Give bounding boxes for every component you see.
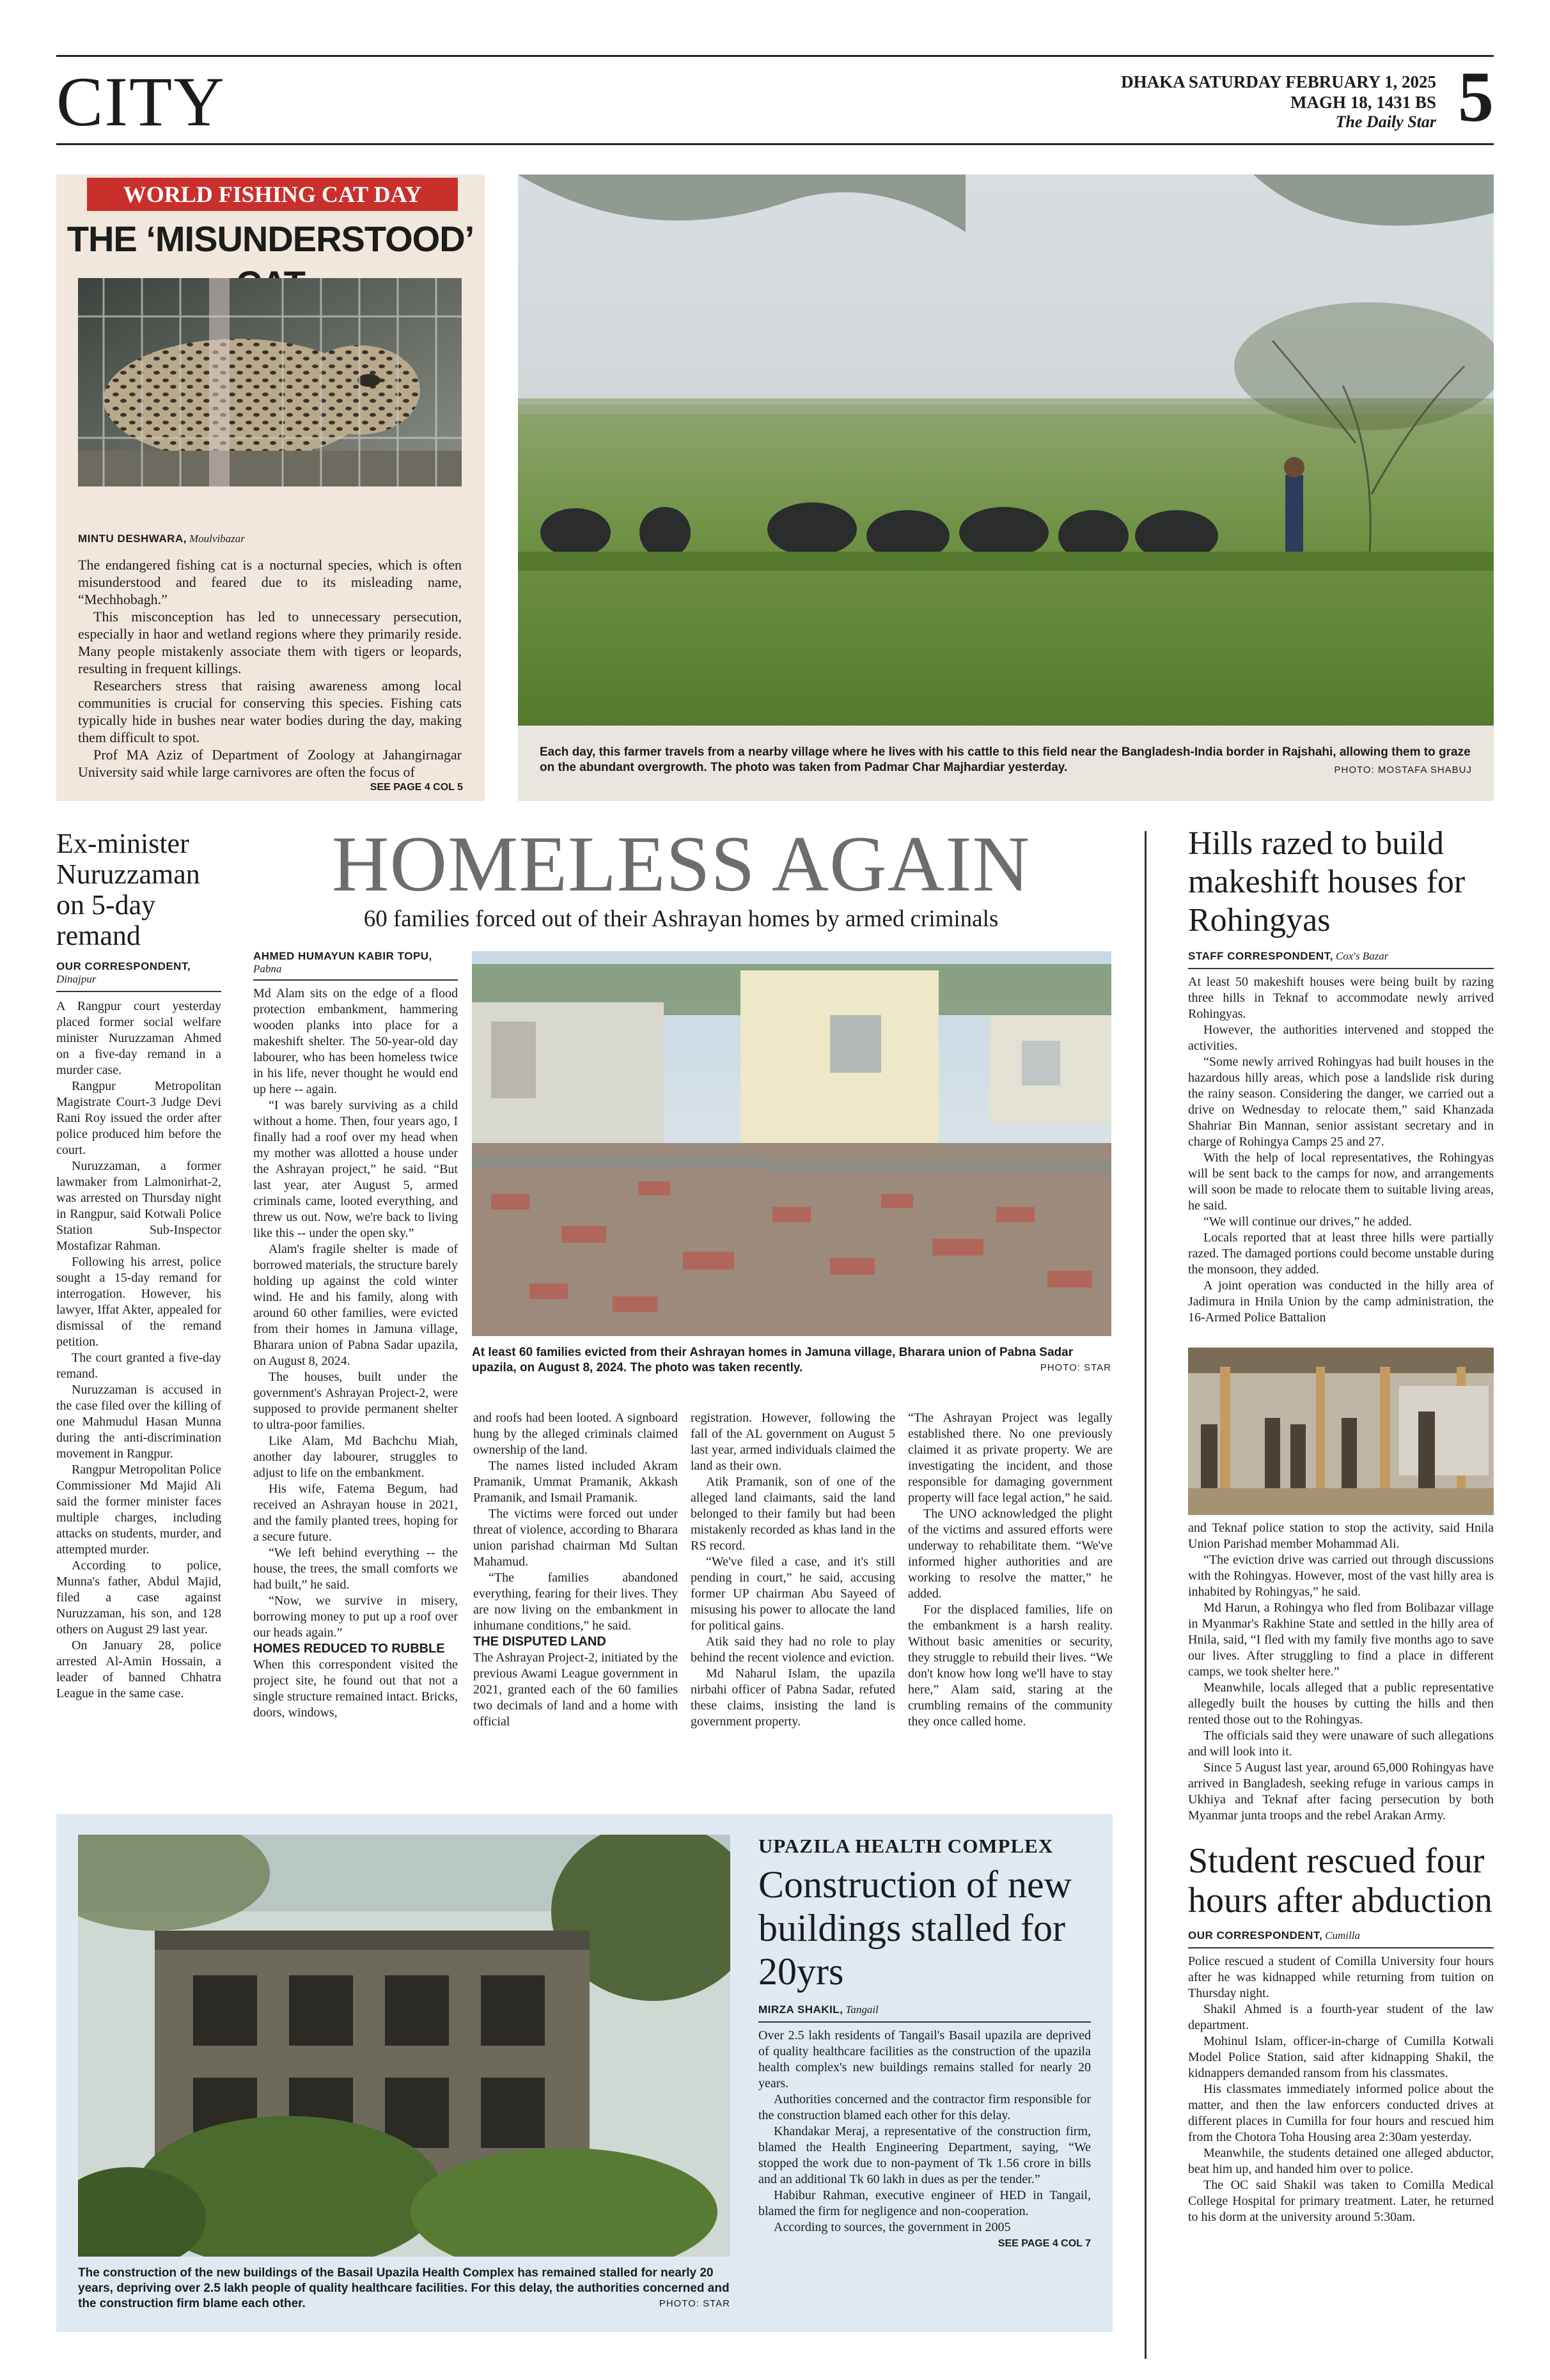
byline-name: MIRZA SHAKIL, bbox=[758, 2003, 843, 2016]
byline-location: Cumilla bbox=[1325, 1929, 1360, 1941]
paragraph: When this correspondent visited the project site, he found out that not a single structure remained intact. Bricks, doors, windows, bbox=[253, 1658, 458, 1720]
nuruzzaman-byline bbox=[56, 960, 221, 986]
byline-rule bbox=[1188, 968, 1494, 969]
byline-rule bbox=[253, 979, 458, 981]
paragraph: Atik Pramanik, son of one of the alleged land claimants, said the land belonged to their family but had been mistakenly recorded as khas land in the RS record. bbox=[691, 1475, 895, 1553]
homeless-headline: HOMELESS AGAIN bbox=[331, 820, 1031, 908]
paragraph: The court granted a five-day remand. bbox=[56, 1351, 221, 1381]
paragraph: However, the authorities intervened and stopped the activities. bbox=[1188, 1023, 1494, 1053]
section-title: CITY bbox=[56, 63, 226, 141]
paragraph: The victims were forced out under threat of violence, according to Bharara union parishad chairman Md Sultan Mahamud. bbox=[473, 1507, 678, 1569]
paragraph: Meanwhile, the students detained one alleged abductor, beat him up, and handed him over to police. bbox=[1188, 2146, 1494, 2176]
paragraph: Over 2.5 lakh residents of Tangail's Basail upazila are deprived of quality healthcare facilities as the construction of the upazila health complex's new buildings remains stalled for nearly 20 years. bbox=[758, 2028, 1091, 2090]
paragraph: Rangpur Metropolitan Police Commissioner Md Majid Ali said the former minister faces multiple charges, including attacks on students, murder, and attempted murder. bbox=[56, 1463, 221, 1557]
date-line: DHAKA SATURDAY FEBRUARY 1, 2025 bbox=[1121, 72, 1436, 91]
homeless-byline bbox=[253, 950, 458, 976]
paragraph: The endangered fishing cat is a nocturnal species, which is often misunderstood and feared due to its misleading name, “Mechhobagh.” bbox=[78, 557, 462, 607]
rubble-photo bbox=[472, 951, 1111, 1336]
byline-location: Cox's Bazar bbox=[1335, 950, 1389, 962]
paragraph: His wife, Fatema Begum, had received an Ashrayan house in 2021, and the family planted trees, hoping for a secure future. bbox=[253, 1482, 458, 1544]
homeless-col-4 bbox=[908, 1410, 1113, 1730]
paragraph: The OC said Shakil was taken to Comilla Medical College Hospital for primary treatment. Later, he returned to his dorm at the university around 5:30am. bbox=[1188, 2178, 1494, 2224]
paragraph: “We left behind everything -- the house, the trees, the small comforts we had built,” he said. bbox=[253, 1546, 458, 1592]
paragraph: Habibur Rahman, executive engineer of HED in Tangail, blamed the firm for negligence and non-cooperation. bbox=[758, 2188, 1091, 2218]
byline-location: Pabna bbox=[253, 963, 282, 975]
photo-credit: PHOTO: MOSTAFA SHABUJ bbox=[1334, 765, 1472, 775]
paragraph: Khandakar Meraj, a representative of the construction firm, blamed the Health Engineering Department, saying, “We stopped the work due to non-payment of Tk 1.56 crore in bills and an additional Tk 60 lakh in dues as per the tender.” bbox=[758, 2124, 1091, 2186]
paragraph: The UNO acknowledged the plight of the victims and assured efforts were underway to rehabilitate them. “We've informed higher authorities and are working to resolve the matter,” he added. bbox=[908, 1507, 1113, 1601]
paragraph: Alam's fragile shelter is made of borrowed materials, the structure barely holding up against the cold winter wind. He and his family, along with around 60 other families, were evicted from their homes in Jamuna village, Bharara union of Pabna Sadar upazila, on August 8, 2024. bbox=[253, 1242, 458, 1368]
health-complex-photo bbox=[78, 1835, 730, 2257]
subhead-disputed: THE DISPUTED LAND bbox=[473, 1635, 606, 1649]
homeless-col-2 bbox=[473, 1410, 678, 1730]
paragraph: The names listed included Akram Pramanik, Ummat Pramanik, Akkash Pramanik, and Ismail Pramanik. bbox=[473, 1459, 678, 1505]
health-kicker: UPAZILA HEALTH COMPLEX bbox=[758, 1835, 1054, 1857]
column-rule bbox=[1145, 831, 1147, 2359]
hills-body-b bbox=[1188, 1520, 1494, 1824]
paragraph: The officials said they were unaware of such allegations and will look into it. bbox=[1188, 1729, 1494, 1759]
paragraph: registration. However, following the fall of the AL government on August 5 last year, armed individuals claimed the land as their own. bbox=[691, 1411, 895, 1473]
paragraph: On January 28, police arrested Al-Amin Hossain, a leader of banned Chhatra League in the same case. bbox=[56, 1638, 221, 1700]
byline-name: MINTU DESHWARA, bbox=[78, 533, 187, 545]
hills-body-a bbox=[1188, 974, 1494, 1326]
paragraph: His classmates immediately informed police about the matter, and then the law enforcers conducted drives at different places in Cumilla for four hours and rescued him from the Chotora Toha Housing area 2:30am yesterday. bbox=[1188, 2082, 1494, 2144]
paragraph: With the help of local representatives, the Rohingyas will be sent back to the camps for now, and arrangements will soon be made to relocate them to suitable living areas, he said. bbox=[1188, 1151, 1494, 1213]
paragraph: “The Ashrayan Project was legally established there. No one previously claimed it as private property. We are investigating the incident, and those responsible for damaging government property will face legal action,” he said. bbox=[908, 1411, 1113, 1505]
buffalo-photo bbox=[518, 175, 1494, 726]
paragraph: “The eviction drive was carried out through discussions with the Rohingyas. However, most of the vast hilly area is inhabited by Rohingyas,” he said. bbox=[1188, 1553, 1494, 1599]
paragraph: Following his arrest, police sought a 15-day remand for interrogation. However, his lawyer, Iffat Akter, appealed for dismissal of the remand petition. bbox=[56, 1255, 221, 1349]
byline-rule bbox=[1188, 1947, 1494, 1948]
paragraph: The houses, built under the government's Ashrayan Project-2, were supposed to provide permanent shelter to ultra-poor families. bbox=[253, 1370, 458, 1432]
health-jump[interactable]: SEE PAGE 4 COL 7 bbox=[998, 2238, 1091, 2249]
paragraph: Md Naharul Islam, the upazila nirbahi officer of Pabna Sadar, refuted these claims, insisting the land is government property. bbox=[691, 1667, 895, 1729]
paragraph: For the displaced families, life on the embankment is a harsh reality. Without basic amenities or security, they struggle to rebuild their lives. “We don't know how long we'll have to stay here,” Alam said, staring at the crumbling remains of the community they once called home. bbox=[908, 1603, 1113, 1729]
paragraph: Since 5 August last year, around 65,000 Rohingyas have arrived in Bangladesh, seeking refuge in various camps in Ukhiya and Teknaf after facing persecution by both Myanmar junta troops and the rebel Arakan Army. bbox=[1188, 1761, 1494, 1823]
byline-name: STAFF CORRESPONDENT, bbox=[1188, 950, 1333, 962]
paragraph: “Now, we survive in misery, borrowing money to put up a roof over our heads again.” bbox=[253, 1594, 458, 1640]
masthead-bottom-rule bbox=[56, 143, 1494, 145]
paragraph: “Some newly arrived Rohingyas had built houses in the hazardous hilly areas, which pose a landslide risk during the rainy season. Considering the danger, we carried out a drive on Wednesday to relocate them,” said Khanzada Shahriar Bin Mannan, senior assistant secretary and in charge of Rohingya Camps 25 and 27. bbox=[1188, 1055, 1494, 1149]
byline-location: Dinajpur bbox=[56, 973, 97, 985]
masthead bbox=[56, 55, 1494, 144]
buffalo-caption bbox=[518, 726, 1494, 801]
homeless-subheadline: 60 families forced out of their Ashrayan homes by armed criminals bbox=[363, 906, 999, 932]
paragraph: “I was barely surviving as a child without a home. Then, four years ago, I finally had a roof over my head when my mother was allotted a house under the Ashrayan project,” he said. “But last year, ater August 5, armed criminals came, looted everything, and threw us out. Now, we're back to living like this -- under the open sky.” bbox=[253, 1098, 458, 1240]
fishing-cat-banner: WORLD FISHING CAT DAY bbox=[87, 178, 458, 211]
paper-name: The Daily Star bbox=[1335, 113, 1436, 131]
byline-rule bbox=[56, 991, 221, 992]
masthead-top-rule bbox=[56, 55, 1494, 57]
paragraph: According to police, Munna's father, Abdul Majid, filed a case against Nuruzzaman, his son, and 128 others on August 29 last year. bbox=[56, 1559, 221, 1637]
paragraph: Prof MA Aziz of Department of Zoology at Jahangirnagar University said while large carnivores are often the focus of bbox=[78, 747, 462, 780]
paragraph: Meanwhile, locals alleged that a public representative allegedly built the houses by cutting the hills and then rented those out to the Rohingyas. bbox=[1188, 1681, 1494, 1727]
photo-credit: PHOTO: STAR bbox=[1040, 1362, 1111, 1373]
fishing-cat-headline: THE ‘MISUNDERSTOOD’ bbox=[67, 219, 474, 259]
photo-credit: PHOTO: STAR bbox=[659, 2298, 730, 2309]
paragraph: Authorities concerned and the contractor firm responsible for the construction blamed each other for this delay. bbox=[758, 2092, 1091, 2122]
fishing-cat-jump[interactable]: SEE PAGE 4 COL 5 bbox=[370, 782, 463, 793]
bangla-date: MAGH 18, 1431 BS bbox=[1290, 93, 1436, 112]
homeless-col-3 bbox=[691, 1410, 895, 1730]
homeless-col-1 bbox=[253, 950, 458, 1721]
paragraph: and roofs had been looted. A signboard hung by the alleged criminals claimed ownership of the land. bbox=[473, 1411, 678, 1457]
page-number: 5 bbox=[1458, 58, 1494, 137]
nuruzzaman-body bbox=[56, 999, 221, 1702]
paragraph: “The families abandoned everything, fearing for their lives. They are now living on the embankment in inhumane conditions,” he said. bbox=[473, 1571, 678, 1633]
paragraph: Rangpur Metropolitan Magistrate Court-3 Judge Devi Rani Roy issued the order after police produced him before the court. bbox=[56, 1079, 221, 1157]
byline-location: Moulvibazar bbox=[189, 533, 245, 545]
caption-text: The construction of the new buildings of the Basail Upazila Health Complex has remained stalled for nearly 20 years, depriving over 2.5 lakh people of quality healthcare facilities. For this delay, the authorities concerned and the construction firm blame each other. bbox=[78, 2266, 730, 2310]
paragraph: Mohinul Islam, officer-in-charge of Cumilla Kotwali Model Police Station, said after kidnapping Shakil, the kidnappers demanded ransom from his classmates. bbox=[1188, 2034, 1494, 2080]
paragraph: The Ashrayan Project-2, initiated by the previous Awami League government in 2021, granted each of the 60 families two decimals of land and a home with official bbox=[473, 1651, 678, 1729]
rohingya-photo bbox=[1188, 1348, 1494, 1515]
byline-name: AHMED HUMAYUN KABIR TOPU, bbox=[253, 950, 432, 962]
health-byline bbox=[758, 2003, 1091, 2016]
fishing-cat-byline bbox=[78, 533, 462, 545]
paragraph: This misconception has led to unnecessary persecution, especially in haor and wetland regions where they primarily reside. Many people mistakenly associate them with tigers or leopards, resulting in frequent killings. bbox=[78, 609, 462, 676]
paragraph: At least 50 makeshift houses were being built by razing three hills in Teknaf to accommodate newly arrived Rohingyas. bbox=[1188, 975, 1494, 1021]
byline-rule bbox=[758, 2021, 1091, 2023]
fishing-cat-body bbox=[78, 556, 462, 781]
date-block bbox=[1121, 72, 1436, 132]
byline-name: OUR CORRESPONDENT, bbox=[56, 960, 191, 972]
rubble-caption bbox=[472, 1345, 1111, 1376]
paragraph: Nuruzzaman is accused in the case filed over the killing of one Mahmudul Hasan Munna during the anti-discrimination movement in Rangpur. bbox=[56, 1383, 221, 1461]
paragraph: Md Harun, a Rohingya who fled from Bolibazar village in Myanmar's Rakhine State and settled in the hilly area of Hnila, said, “I fled with my family five months ago to save our lives. After struggling to find a place in different camps, we took shelter here.” bbox=[1188, 1601, 1494, 1679]
paragraph: A Rangpur court yesterday placed former social welfare minister Nuruzzaman Ahmed on a five-day remand in a murder case. bbox=[56, 999, 221, 1077]
student-byline bbox=[1188, 1929, 1494, 1942]
subhead-rubble: HOMES REDUCED TO RUBBLE bbox=[253, 1642, 445, 1656]
fishing-cat-illustration bbox=[78, 278, 462, 486]
paragraph: Police rescued a student of Comilla University four hours after he was kidnapped while returning from tuition on Thursday night. bbox=[1188, 1954, 1494, 2000]
hills-byline bbox=[1188, 950, 1494, 963]
byline-name: OUR CORRESPONDENT, bbox=[1188, 1929, 1323, 1941]
rubble-photo-block bbox=[472, 951, 1111, 1399]
nuruzzaman-headline: Ex-minister Nuruzzaman on 5-day remand bbox=[56, 828, 200, 951]
student-body bbox=[1188, 1954, 1494, 2225]
health-story bbox=[758, 1833, 1091, 2250]
hills-story bbox=[1188, 825, 1494, 1326]
paragraph: Nuruzzaman, a former lawmaker from Lalmonirhat-2, was arrested on Thursday night in Rangpur, said Kotwali Police Station Sub-Inspector Mostafizar Rahman. bbox=[56, 1159, 221, 1253]
paragraph: Md Alam sits on the edge of a flood protection embankment, hammering wooden planks into place for a makeshift shelter. The 50-year-old day labourer, who has been homeless twice in his life, never thought he would end up here -- again. bbox=[253, 986, 458, 1096]
health-caption bbox=[78, 2266, 730, 2312]
paragraph: Researchers stress that raising awareness among local communities is crucial for conserving this species. Fishing cats typically hide in bushes near water bodies during the day, making them difficult to spot. bbox=[78, 678, 462, 745]
buffalo-photo-block bbox=[518, 175, 1494, 801]
caption-text: At least 60 families evicted from their Ashrayan homes in Jamuna village, Bharara union of Pabna Sadar upazila, on August 8, 2024. The photo was taken recently. bbox=[472, 1346, 1074, 1374]
nuruzzaman-story bbox=[56, 828, 221, 1702]
paragraph: “We will continue our drives,” he added. bbox=[1203, 1215, 1413, 1229]
hills-headline: Hills razed to build makeshift houses for Rohingyas bbox=[1188, 825, 1466, 938]
paragraph: Shakil Ahmed is a fourth-year student of the law department. bbox=[1188, 2002, 1494, 2032]
paragraph: According to sources, the government in 2005 bbox=[774, 2220, 1011, 2234]
paragraph: A joint operation was conducted in the hilly area of Jadimura in Hnila Union by the camp administration, the 16-Armed Police Battalion bbox=[1188, 1279, 1494, 1325]
caption-text: Each day, this farmer travels from a nearby village where he lives with his cattle to this field near the Bangladesh-India border in Rajshahi, allowing them to graze on the abundant overgrowth. The photo was taken from Padmar Char Majhardiar yesterday. bbox=[540, 745, 1471, 774]
student-headline: Student rescued four hours after abduction bbox=[1188, 1841, 1492, 1920]
paragraph: Like Alam, Md Bachchu Miah, another day labourer, struggles to adjust to life on the embankment. bbox=[253, 1434, 458, 1480]
paragraph: Locals reported that at least three hills were partially razed. The damaged portions could become unstable during the monsoon, they added. bbox=[1188, 1231, 1494, 1277]
health-body bbox=[758, 2028, 1091, 2236]
health-panel bbox=[56, 1814, 1113, 2332]
health-headline: Construction of new buildings stalled for 20yrs bbox=[758, 1863, 1072, 1993]
fishing-cat-panel bbox=[56, 175, 485, 801]
byline-location: Tangail bbox=[845, 2003, 879, 2016]
paragraph: and Teknaf police station to stop the activity, said Hnila Union Parishad member Mohammad Ali. bbox=[1188, 1521, 1494, 1551]
paragraph: Atik said they had no role to play behind the recent violence and eviction. bbox=[691, 1635, 895, 1665]
student-story bbox=[1188, 1841, 1494, 2225]
fishing-cat-photo bbox=[78, 278, 462, 486]
paragraph: “We've filed a case, and it's still pending in court,” he said, accusing former UP chairman Abu Sayeed of misusing his power to allocate the land for political gains. bbox=[691, 1555, 895, 1633]
homeless-body-1 bbox=[253, 986, 458, 1721]
